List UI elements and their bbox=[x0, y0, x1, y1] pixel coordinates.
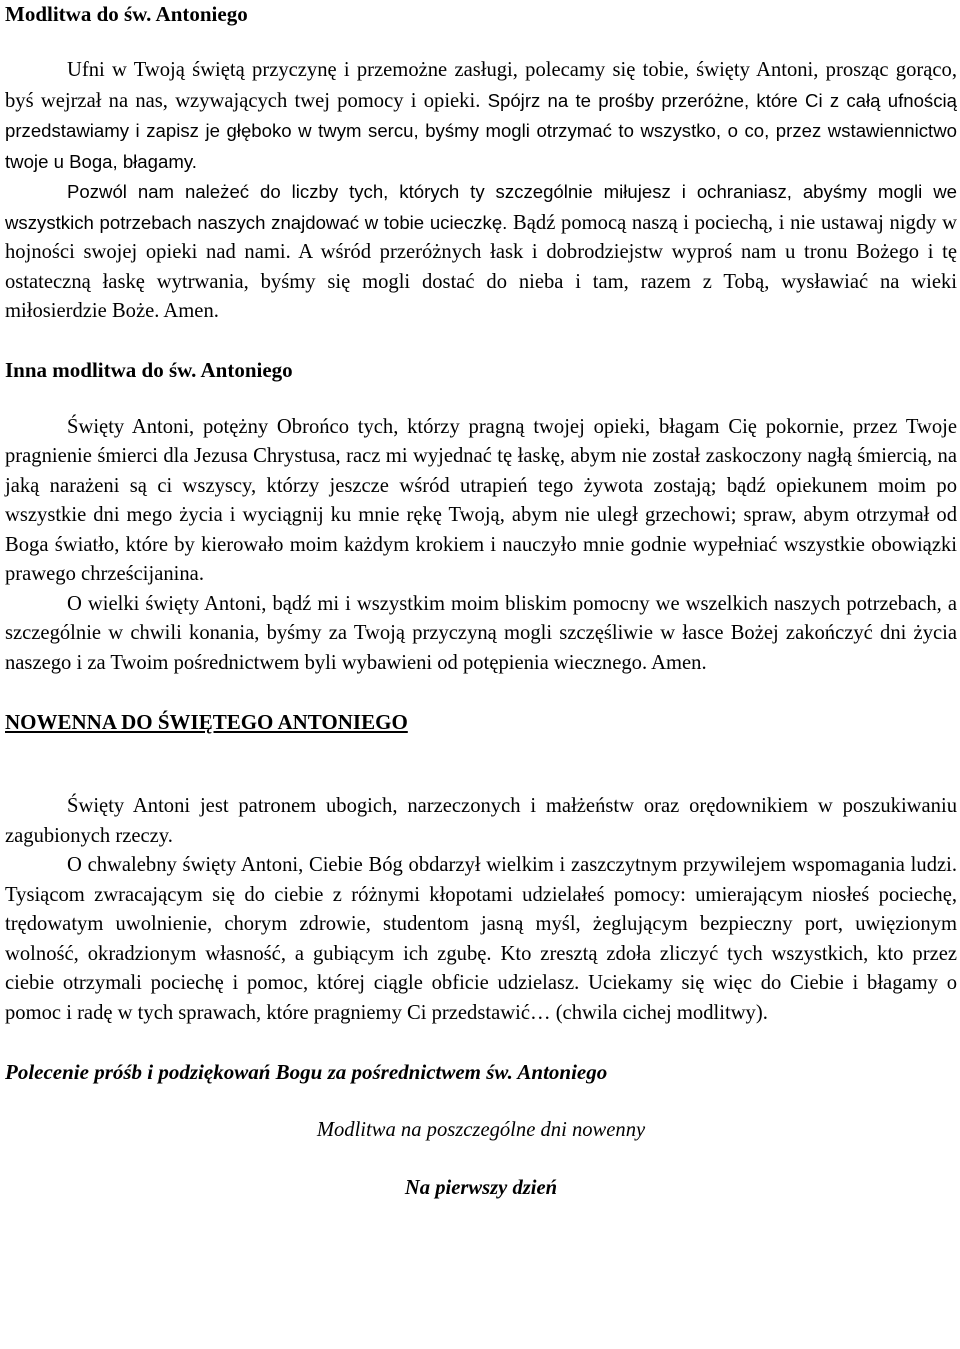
prayer-1-sans-text: Spójrz na te prośby przeróżne, które Ci z całą ufnością przedstawiamy i zapisz je głęboko w twym sercu, byśmy mogli otrzymać to wszystko, o co, przez wstawiennictwo twoje u Boga, błagamy. bbox=[5, 89, 957, 172]
novena-paragraph-1: Święty Antoni jest patronem ubogich, narzeczonych i małżeństw oraz orędownikiem w poszukiwaniu zagubionych rzeczy. bbox=[5, 795, 957, 847]
prayer-1-serif-text: Ufni w Twoją świętą przyczynę i przemożne zasługi, polecamy się tobie, święty Antoni, prosząc gorąco, byś wejrzał na nas, wzywających twej pomocy i opieki. bbox=[5, 59, 957, 112]
day-1-heading: Na pierwszy dzień bbox=[404, 1177, 558, 1199]
prayer-1b-serif-text: Bądź pomocą naszą i pociechą, i nie ustawaj nigdy w hojności swojej opieki nad nami. A wśród przeróżnych łask i dobrodziejstw wyproś nam u tronu Bożego i tę ostateczną łaskę wytrwania, byśmy się mogli dostać do nieba i tam, razem z Tobą, wysławiać na wieki miłosierdzie Boże. Amen. bbox=[5, 211, 957, 322]
novena-paragraph-2: O chwalebny święty Antoni, Ciebie Bóg obdarzył wielkim i zaszczytnym przywilejem wspomagania ludzi. Tysiącom zwracającym się do ciebie z różnymi kłopotami udzielałeś pomocy: umierającym niosłeś pociechę, trędowatym uwolnienie, chorym zdrowie, studentom jasną myśl, żeglującym bezpieczny port, uwięzionym wolność, okradzionym własność, a gubiącym ich zgubę. Kto zresztą zdoła zliczyć tych wszystkich, kto przez ciebie otrzymali pociechę i pomoc, której ciągle obficie udzielasz. Uciekamy się więc do Ciebie i błagamy o pomoc i radę w tych sprawach, które pragniemy Ci przedstawić… (chwila cichej modlitwy). bbox=[5, 854, 957, 1024]
document-page bbox=[5, 0, 957, 1202]
title-prayer-1: Modlitwa do św. Antoniego bbox=[5, 2, 248, 26]
prayer-1b-sans-text: Pozwól nam należeć do liczby tych, których ty szczególnie miłujesz i ochraniasz, abyśmy mogli we wszystkich potrzebach naszych znajdować w tobie ucieczkę. bbox=[5, 181, 957, 233]
title-novena: NOWENNA DO ŚWIĘTEGO ANTONIEGO bbox=[5, 710, 408, 734]
subtitle-novena-days: Modlitwa na poszczególne dni nowenny bbox=[316, 1119, 646, 1141]
prayer-2-paragraph-2: O wielki święty Antoni, bądź mi i wszystkim moim bliskim pomocny we wszelkich naszych potrzebach, a szczególnie w chwili konania, byśmy za Twoją przyczyną mogli szczęśliwie w łasce Bożej zakończyć dni życia naszego i za Twoim pośrednictwem byli wybawieni od potępienia wiecznego. Amen. bbox=[5, 592, 957, 674]
title-petitions: Polecenie próśb i podziękowań Bogu za pośrednictwem św. Antoniego bbox=[5, 1060, 608, 1084]
prayer-1b-paragraph bbox=[5, 177, 957, 327]
title-prayer-2: Inna modlitwa do św. Antoniego bbox=[5, 357, 293, 382]
prayer-2-paragraph-1: Święty Antoni, potężny Obrońco tych, którzy pragną twojej opieki, błagam Cię pokornie, przez Twoje pragnienie śmierci dla Jezusa Chrystusa, racz mi wyjednać tę łaskę, abym nie został zaskoczony nagłą śmiercią, na jaką narażeni są ci wszyscy, którzy jeszcze wśród utrapień tego żywota zostają; bądź opiekunem moim po wszystkie dni mego życia i wyciągnij ku mnie rękę Twoją, abym nie uległ grzechowi; spraw, abym otrzymał od Boga światło, które by kierowało moim każdym krokiem i nauczyło mnie godnie wypełniać wszystkie obowiązki prawego chrześcijanina. bbox=[5, 415, 957, 585]
prayer-1-paragraph bbox=[5, 56, 957, 177]
